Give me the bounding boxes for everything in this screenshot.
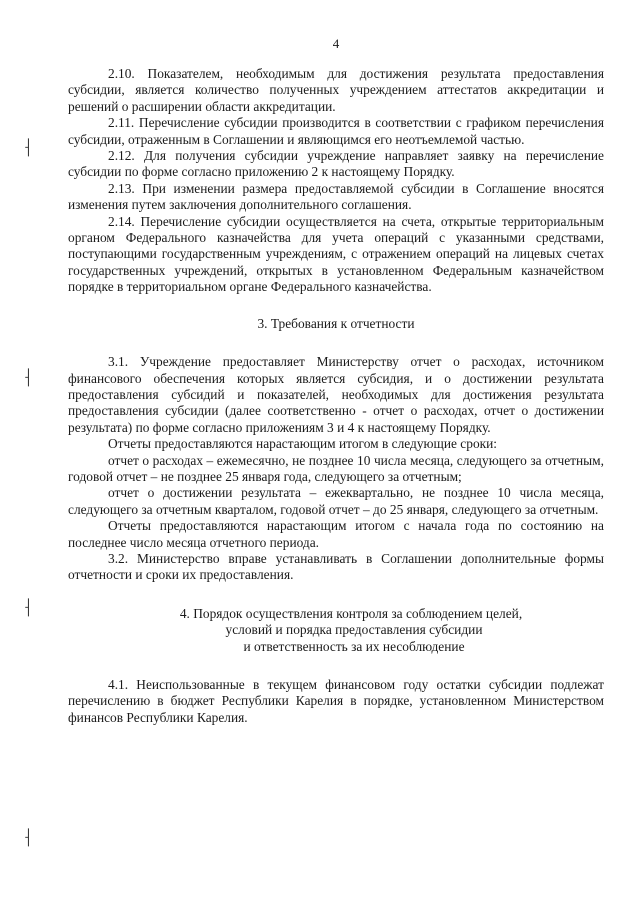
section-4-heading-line: условий и порядка предоставления субсидии	[225, 622, 483, 638]
paragraph-expense-report: отчет о расходах – ежемесячно, не позднее 10 числа месяца, следующего за отчетным, годовой отчет – не позднее 25 января года, следующего за отчетным;	[68, 452, 604, 484]
punch-hole-mark: ⸡	[22, 366, 32, 387]
paragraph-2-13: 2.13. При изменении размера предоставляемой субсидии в Соглашение вносятся изменения путем заключения дополнительного соглашения.	[68, 180, 604, 213]
paragraph-2-14: 2.14. Перечисление субсидии осуществляется на счета, открытые территориальным органом Федерального казначейства для учета операций с указанными средствами, поступающими государственным учреждениям, с отражением операций на лицевых счетах государственных учреждений, открытых в установленном Федеральным казначейством порядке в территориальном органе Федерального казначейства.	[68, 213, 604, 295]
paragraph-report-deadlines: Отчеты предоставляются нарастающим итогом в следующие сроки:	[108, 436, 498, 452]
page-number: 4	[332, 36, 340, 51]
punch-hole-mark: ⸡	[22, 826, 32, 847]
paragraph-result-report: отчет о достижении результата – ежеквартально, не позднее 10 числа месяца, следующего за отчетным кварталом, годовой отчет – до 25 января, следующего за отчетным.	[68, 485, 604, 517]
paragraph-cumulative-reports: Отчеты предоставляются нарастающим итогом с начала года по состоянию на последнее число месяца отчетного периода.	[68, 518, 604, 550]
paragraph-2-10: 2.10. Показателем, необходимым для достижения результата предоставления субсидии, является количество полученных учреждением аттестатов аккредитации и решений о расширении области аккредитации.	[68, 66, 604, 114]
punch-hole-mark: ⸡	[22, 596, 32, 617]
document-body	[68, 66, 604, 726]
paragraph-2-12: 2.12. Для получения субсидии учреждение направляет заявку на перечисление субсидии по форме согласно приложению 2 к настоящему Порядку.	[68, 148, 604, 180]
paragraph-2-11: 2.11. Перечисление субсидии производится в соответствии с графиком перечисления субсидии, отраженным в Соглашении и являющимся его неотъемлемой частью.	[68, 115, 604, 147]
paragraph-3-2: 3.2. Министерство вправе устанавливать в Соглашении дополнительные формы отчетности и сроки их предоставления.	[68, 550, 604, 583]
paragraph-4-1: 4.1. Неиспользованные в текущем финансовом году остатки субсидии подлежат перечислению в бюджет Республики Карелия в порядке, установленном Министерством финансов Республики Карелия.	[68, 677, 604, 725]
section-3-heading: 3. Требования к отчетности	[257, 315, 415, 331]
punch-hole-mark: ⸡	[22, 136, 32, 157]
section-4-heading	[68, 606, 604, 655]
section-4-heading-line: и ответственность за их несоблюдение	[243, 638, 465, 654]
section-4-heading-line: 4. Порядок осуществления контроля за соблюдением целей,	[179, 605, 523, 621]
paragraph-3-1: 3.1. Учреждение предоставляет Министерству отчет о расходах, источником финансового обеспечения которых является субсидия, и о достижении результата предоставления субсидий и показателей, необходимых для достижения результата предоставления субсидии (далее соответственно - отчет о расходах, отчет о достижении результата) по форме согласно приложениям 3 и 4 к настоящему Порядку.	[68, 354, 604, 435]
